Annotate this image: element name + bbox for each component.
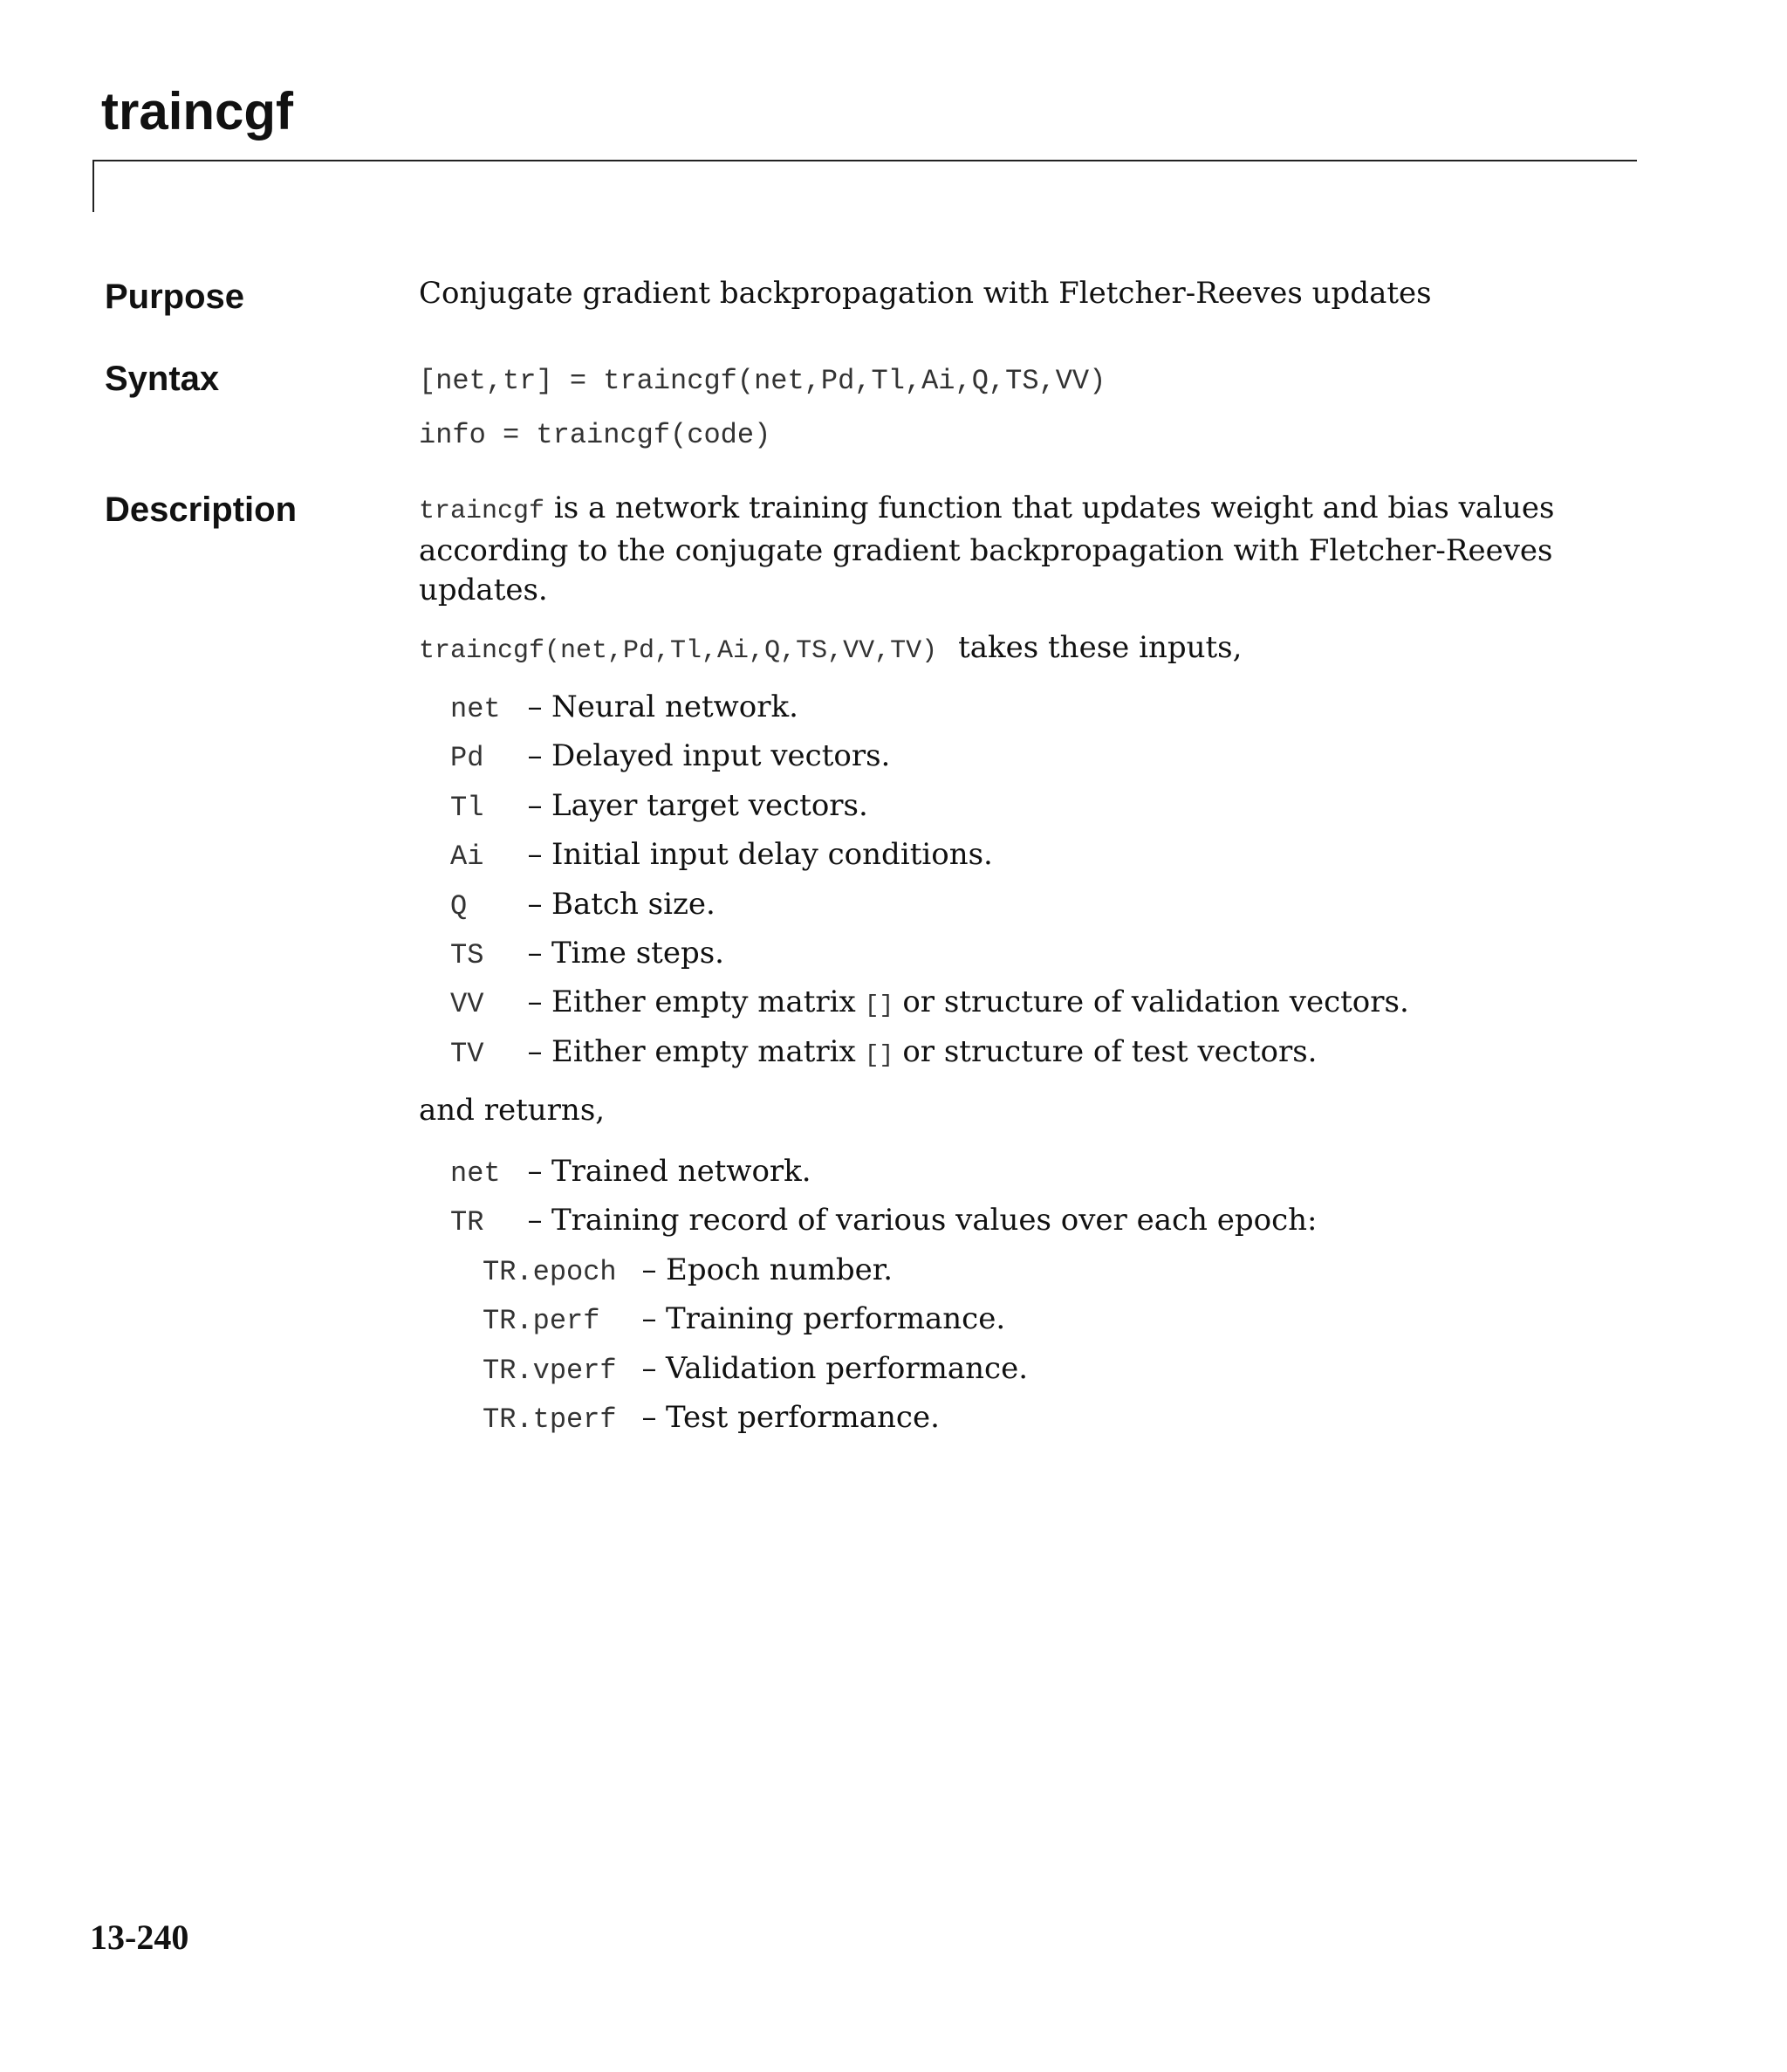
inline-code: [] bbox=[864, 1042, 894, 1069]
arg-code: TR bbox=[450, 1206, 484, 1238]
dash: – bbox=[527, 985, 543, 1019]
list-item bbox=[450, 1203, 1318, 1238]
arg-text: Trained network. bbox=[551, 1154, 811, 1189]
dash: – bbox=[527, 690, 543, 724]
arg-text: Layer target vectors. bbox=[551, 788, 868, 823]
arg-text: Neural network. bbox=[551, 690, 798, 724]
arg-code: net bbox=[450, 1157, 501, 1190]
arg-text-2: or structure of test vectors. bbox=[902, 1034, 1318, 1069]
arg-text: Either empty matrix bbox=[551, 985, 856, 1019]
field-text: Epoch number. bbox=[666, 1252, 894, 1287]
description-intro bbox=[419, 489, 1623, 610]
arg-code: net bbox=[450, 693, 501, 725]
purpose-label: Purpose bbox=[105, 278, 245, 316]
list-item bbox=[450, 1034, 1317, 1070]
description-label: Description bbox=[105, 491, 298, 529]
returns-text: and returns, bbox=[419, 1093, 606, 1128]
arg-code: VV bbox=[450, 988, 484, 1020]
list-item bbox=[450, 936, 724, 971]
dash: – bbox=[527, 837, 543, 872]
intro-code: traincgf bbox=[419, 497, 545, 526]
inline-code: [] bbox=[864, 992, 894, 1019]
arg-text: Initial input delay conditions. bbox=[551, 837, 993, 872]
list-item bbox=[450, 1154, 811, 1190]
field-code: TR.vperf bbox=[483, 1355, 617, 1387]
list-item bbox=[483, 1351, 1028, 1387]
call-signature bbox=[419, 630, 1242, 666]
field-text: Training performance. bbox=[666, 1301, 1006, 1336]
header-rule bbox=[92, 160, 1637, 161]
arg-text: Training record of various values over each epoch: bbox=[551, 1203, 1318, 1238]
dash: – bbox=[527, 788, 543, 823]
arg-code: Pd bbox=[450, 742, 484, 774]
dash: – bbox=[641, 1400, 657, 1435]
field-text: Test performance. bbox=[666, 1400, 940, 1435]
arg-code: Tl bbox=[450, 792, 484, 824]
dash: – bbox=[641, 1351, 657, 1386]
dash: – bbox=[527, 887, 543, 922]
arg-code: TS bbox=[450, 939, 484, 971]
list-item bbox=[450, 788, 868, 824]
call-code: traincgf(net,Pd,Tl,Ai,Q,TS,VV,TV) bbox=[419, 636, 938, 666]
dash: – bbox=[527, 1203, 543, 1238]
list-item bbox=[483, 1400, 940, 1436]
field-code: TR.epoch bbox=[483, 1256, 617, 1288]
arg-text: Delayed input vectors. bbox=[551, 738, 891, 773]
dash: – bbox=[527, 738, 543, 773]
field-text: Validation performance. bbox=[666, 1351, 1029, 1386]
dash: – bbox=[641, 1252, 657, 1287]
syntax-line-1: [net,tr] = traincgf(net,Pd,Tl,Ai,Q,TS,VV) bbox=[419, 365, 1106, 397]
dash: – bbox=[527, 1034, 543, 1069]
arg-code: TV bbox=[450, 1038, 484, 1070]
arg-text: Time steps. bbox=[551, 936, 724, 971]
list-item bbox=[483, 1252, 893, 1288]
list-item bbox=[483, 1301, 1005, 1337]
arg-text: Either empty matrix bbox=[551, 1034, 856, 1069]
page-number: 13-240 bbox=[90, 1918, 189, 1957]
arg-text-2: or structure of validation vectors. bbox=[902, 985, 1409, 1019]
list-item bbox=[450, 690, 798, 725]
list-item bbox=[450, 738, 890, 774]
dash: – bbox=[527, 936, 543, 971]
syntax-line-2: info = traincgf(code) bbox=[419, 419, 771, 451]
list-item bbox=[450, 985, 1409, 1020]
list-item bbox=[450, 837, 993, 873]
page-title: traincgf bbox=[101, 82, 294, 141]
list-item bbox=[450, 887, 715, 923]
arg-code: Q bbox=[450, 890, 468, 923]
call-text: takes these inputs, bbox=[958, 630, 1243, 665]
syntax-label: Syntax bbox=[105, 360, 220, 398]
arg-text: Batch size. bbox=[551, 887, 715, 922]
intro-text: is a network training function that updates weight and bias values according to the conjugate gradient backpropagation with Fletcher-Reeves updates. bbox=[419, 491, 1555, 607]
dash: – bbox=[527, 1154, 543, 1189]
purpose-text: Conjugate gradient backpropagation with Fletcher-Reeves updates bbox=[419, 276, 1432, 311]
arg-code: Ai bbox=[450, 840, 484, 873]
field-code: TR.perf bbox=[483, 1305, 600, 1337]
header-rule-tick bbox=[92, 160, 94, 212]
dash: – bbox=[641, 1301, 657, 1336]
field-code: TR.tperf bbox=[483, 1403, 617, 1436]
